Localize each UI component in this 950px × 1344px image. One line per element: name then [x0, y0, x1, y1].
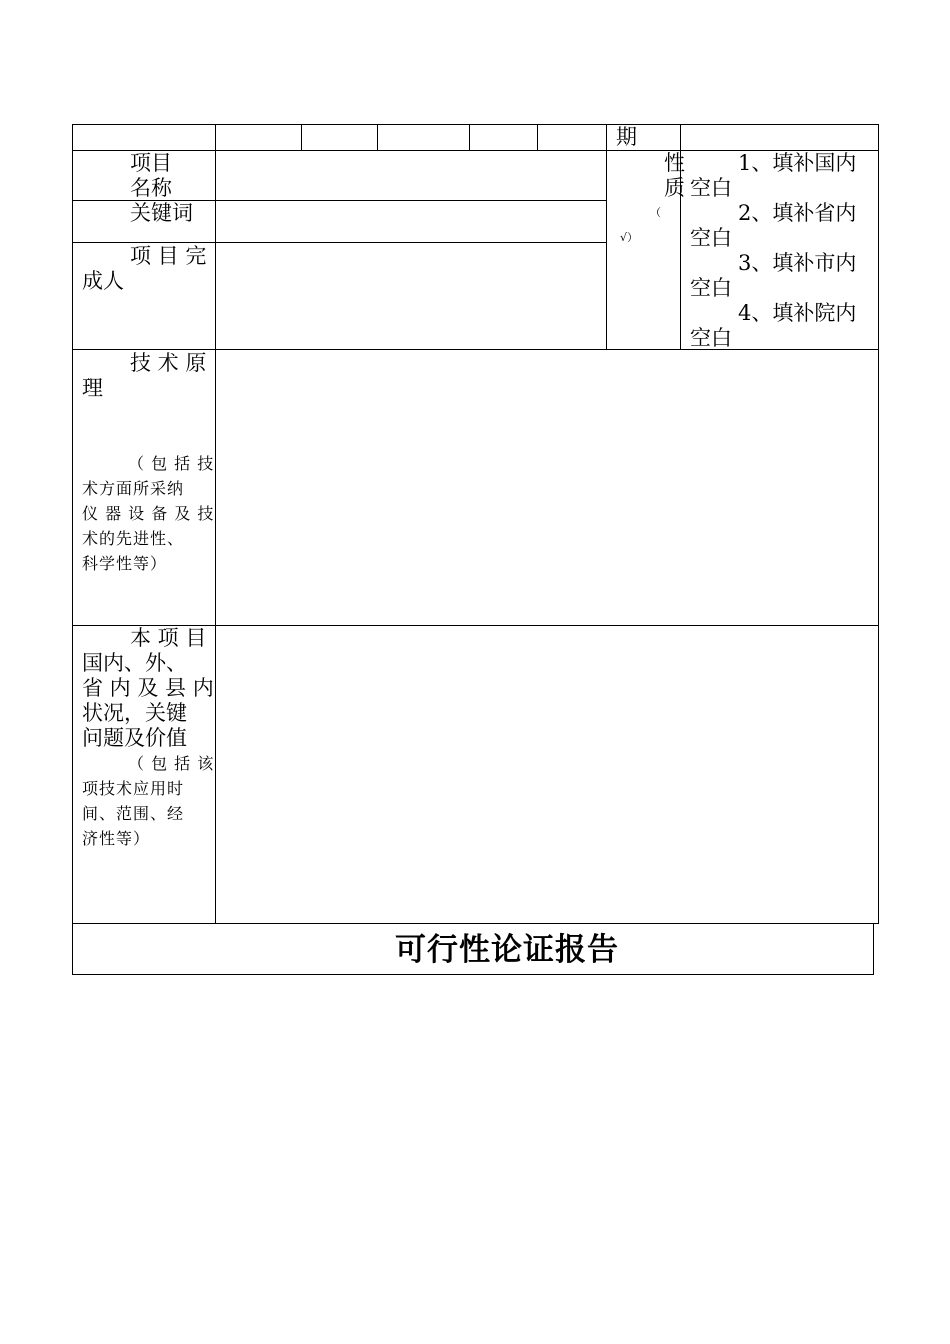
completer-label-2: 成人: [82, 269, 124, 293]
rule: [72, 923, 879, 924]
status-label-line: 本 项 目: [130, 626, 207, 650]
rule: [72, 974, 874, 975]
keywords-label: 关键词: [130, 201, 193, 225]
rule: [878, 124, 879, 924]
rule: [537, 124, 538, 151]
keywords-field[interactable]: [217, 202, 605, 241]
nature-label-2: 质: [664, 176, 685, 200]
rule: [606, 124, 607, 350]
rule: [72, 242, 607, 243]
nature-mark-1: （: [650, 206, 661, 219]
tech-note-line: （ 包 括 技: [128, 454, 215, 473]
report-title: 可行性论证报告: [395, 932, 619, 968]
nature-option-3-line2: 空白: [690, 276, 732, 300]
status-label-line: 省 内 及 县 内: [82, 676, 214, 700]
project-name-label-2: 名称: [130, 176, 172, 200]
status-note-line: （ 包 括 该: [128, 754, 215, 773]
status-note-line: 间、范围、经: [82, 804, 185, 823]
project-name-field[interactable]: [217, 152, 605, 199]
tech-principle-field[interactable]: [217, 351, 877, 624]
completer-label-1: 项 目 完: [130, 244, 207, 268]
tech-note-line: 术方面所采纳: [82, 479, 185, 498]
status-label-line: 问题及价值: [82, 726, 187, 750]
nature-label-1: 性: [664, 151, 685, 175]
nature-option-1-line1: 1、填补国内: [738, 151, 857, 175]
nature-option-2-line2: 空白: [690, 226, 732, 250]
qi-label: 期: [616, 125, 637, 149]
tech-note-line: 术的先进性、: [82, 529, 185, 548]
project-name-label-1: 项目: [130, 151, 172, 175]
rule: [72, 124, 73, 975]
nature-option-4-line2: 空白: [690, 326, 732, 350]
tech-note-line: 科学性等）: [82, 554, 168, 573]
status-label-line: 国内、外、: [82, 651, 187, 675]
status-field[interactable]: [217, 627, 877, 922]
tech-label-2: 理: [82, 376, 103, 400]
tech-label-1: 技 术 原: [130, 351, 207, 375]
nature-mark-2: √）: [620, 231, 639, 244]
rule: [377, 124, 378, 151]
rule: [469, 124, 470, 151]
nature-option-2-line1: 2、填补省内: [738, 201, 857, 225]
nature-option-4-line1: 4、填补院内: [738, 301, 857, 325]
rule: [72, 349, 879, 350]
status-note-line: 项技术应用时: [82, 779, 185, 798]
completer-field[interactable]: [217, 244, 605, 348]
status-label-line: 状况，关键: [82, 701, 187, 725]
nature-option-3-line1: 3、填补市内: [738, 251, 857, 275]
nature-option-1-line2: 空白: [690, 176, 732, 200]
tech-note-line: 仪 器 设 备 及 技: [82, 504, 215, 523]
rule: [72, 124, 879, 125]
rule: [215, 124, 216, 924]
rule: [301, 124, 302, 151]
status-note-line: 济性等）: [82, 829, 151, 848]
